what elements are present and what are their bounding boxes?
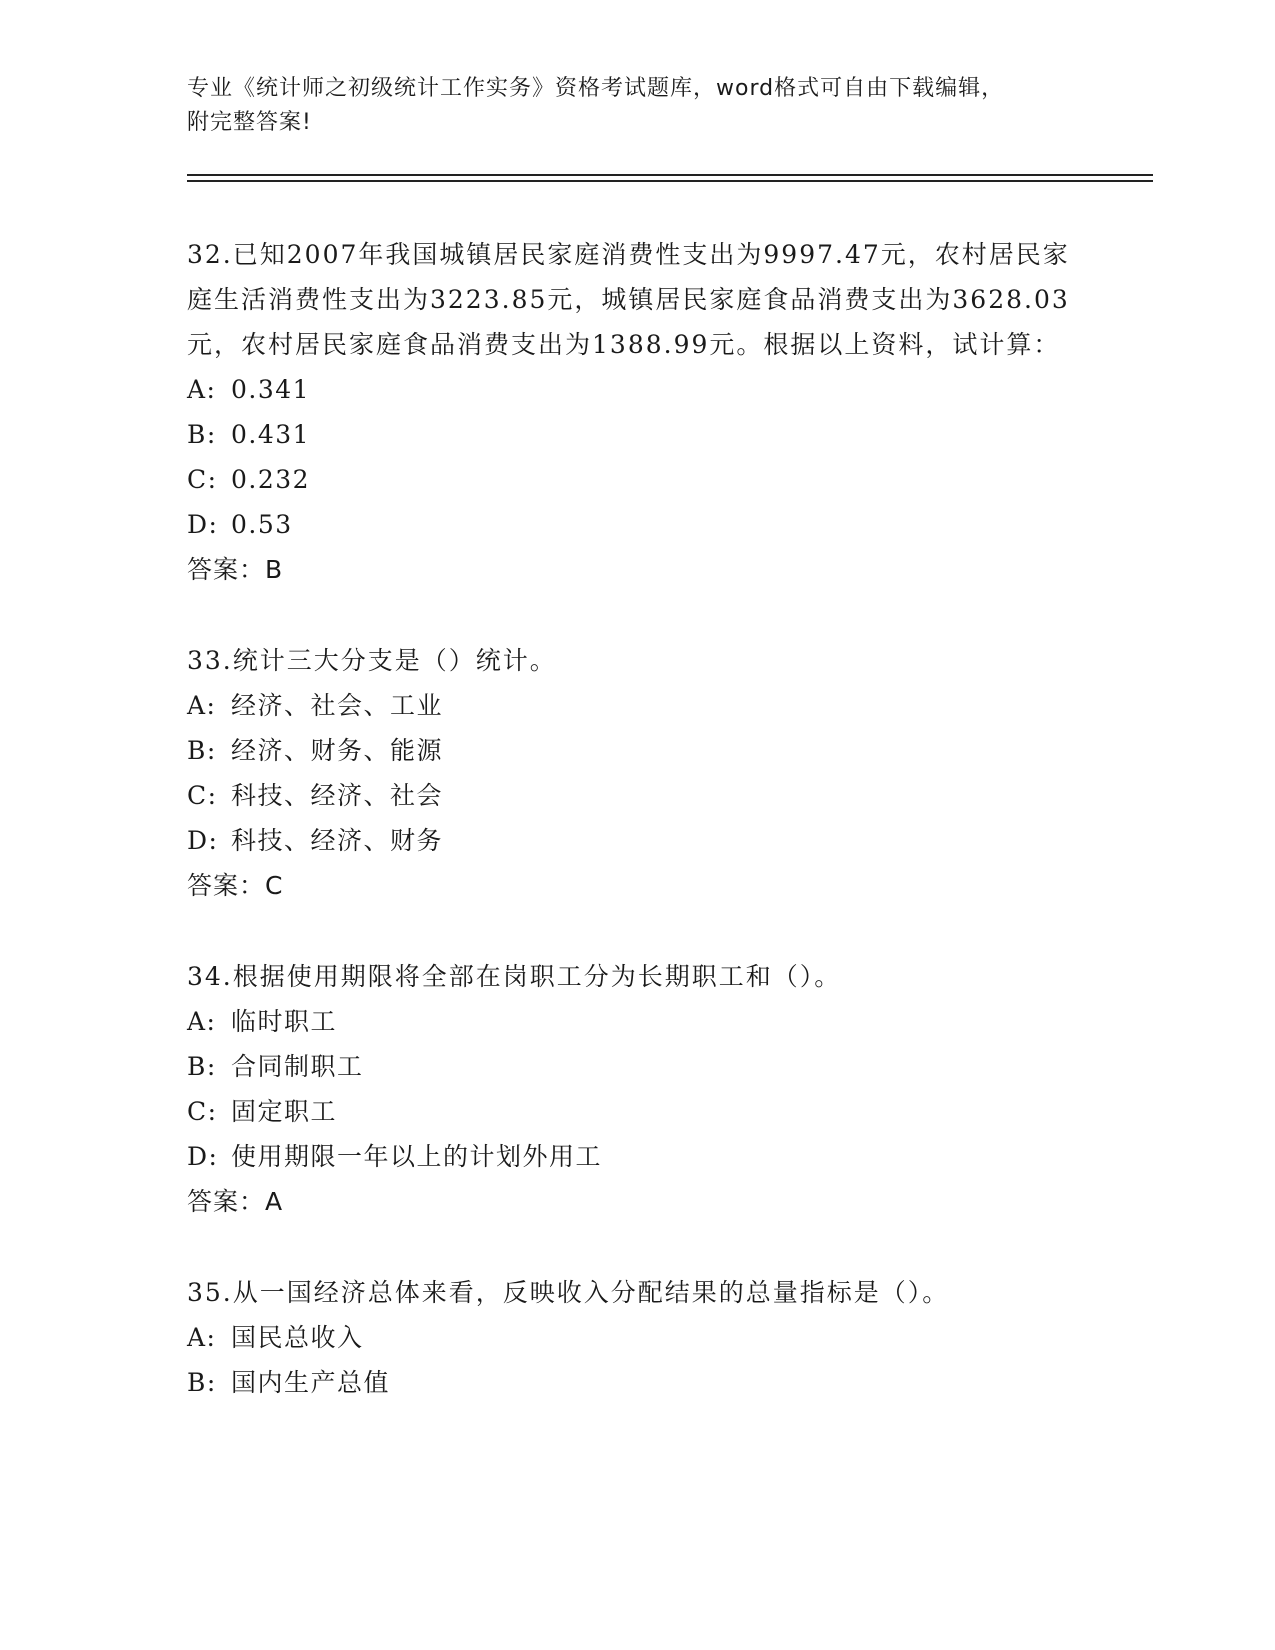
option-b [187, 1360, 1087, 1405]
question-32 [187, 232, 1087, 592]
option-text: 科技、经济、社会 [231, 781, 444, 810]
header-line-2: 附完整答案! [187, 110, 312, 135]
question-text: 35.从一国经济总体来看，反映收入分配结果的总量指标是（）。 [187, 1278, 950, 1307]
header-divider-bottom [187, 180, 1153, 182]
option-letter: A: [187, 1323, 217, 1352]
option-letter: D: [187, 1142, 219, 1171]
option-letter: C: [187, 465, 218, 494]
option-text: 0.232 [231, 465, 311, 494]
option-d [187, 818, 1087, 863]
option-text: 国民总收入 [231, 1323, 364, 1352]
question-35 [187, 1270, 1087, 1405]
option-b [187, 728, 1087, 773]
option-c [187, 773, 1087, 818]
option-text: 固定职工 [231, 1097, 338, 1126]
option-letter: A: [187, 1007, 217, 1036]
option-c [187, 1089, 1087, 1134]
option-c [187, 457, 1087, 502]
answer-text: 答案：A [187, 1187, 284, 1216]
option-text: 0.431 [231, 420, 311, 449]
option-letter: D: [187, 826, 219, 855]
question-34 [187, 954, 1087, 1224]
option-letter: B: [187, 736, 217, 765]
answer-text: 答案：B [187, 555, 284, 584]
option-text: 使用期限一年以上的计划外用工 [231, 1142, 603, 1171]
document-header [187, 72, 1087, 140]
answer-text: 答案：C [187, 871, 284, 900]
option-a [187, 683, 1087, 728]
question-list [187, 232, 1087, 1451]
option-text: 经济、财务、能源 [231, 736, 444, 765]
option-text: 科技、经济、财务 [231, 826, 444, 855]
option-text: 0.53 [231, 510, 293, 539]
option-letter: C: [187, 781, 218, 810]
option-letter: B: [187, 1368, 217, 1397]
option-d [187, 1134, 1087, 1179]
option-a [187, 1315, 1087, 1360]
option-text: 国内生产总值 [231, 1368, 391, 1397]
option-text: 经济、社会、工业 [231, 691, 444, 720]
option-text: 临时职工 [231, 1007, 338, 1036]
question-text: 32.已知2007年我国城镇居民家庭消费性支出为9997.47元，农村居民家庭生活消费性支出为3223.85元，城镇居民家庭食品消费支出为3628.03元，农村居民家庭食品消费支出为1388.99元。根据以上资料，试计算： [187, 240, 1070, 359]
question-text: 33.统计三大分支是（）统计。 [187, 646, 557, 675]
option-a [187, 367, 1087, 412]
option-b [187, 412, 1087, 457]
option-letter: A: [187, 691, 217, 720]
option-letter: C: [187, 1097, 218, 1126]
option-text: 合同制职工 [231, 1052, 364, 1081]
option-letter: D: [187, 510, 219, 539]
header-line-1: 专业《统计师之初级统计工作实务》资格考试题库，word格式可自由下载编辑， [187, 76, 1005, 101]
option-d [187, 502, 1087, 547]
question-33 [187, 638, 1087, 908]
option-b [187, 1044, 1087, 1089]
option-letter: B: [187, 420, 217, 449]
option-letter: B: [187, 1052, 217, 1081]
option-letter: A: [187, 375, 217, 404]
option-a [187, 999, 1087, 1044]
option-text: 0.341 [231, 375, 311, 404]
question-text: 34.根据使用期限将全部在岗职工分为长期职工和（）。 [187, 962, 842, 991]
header-divider-top [187, 174, 1153, 176]
